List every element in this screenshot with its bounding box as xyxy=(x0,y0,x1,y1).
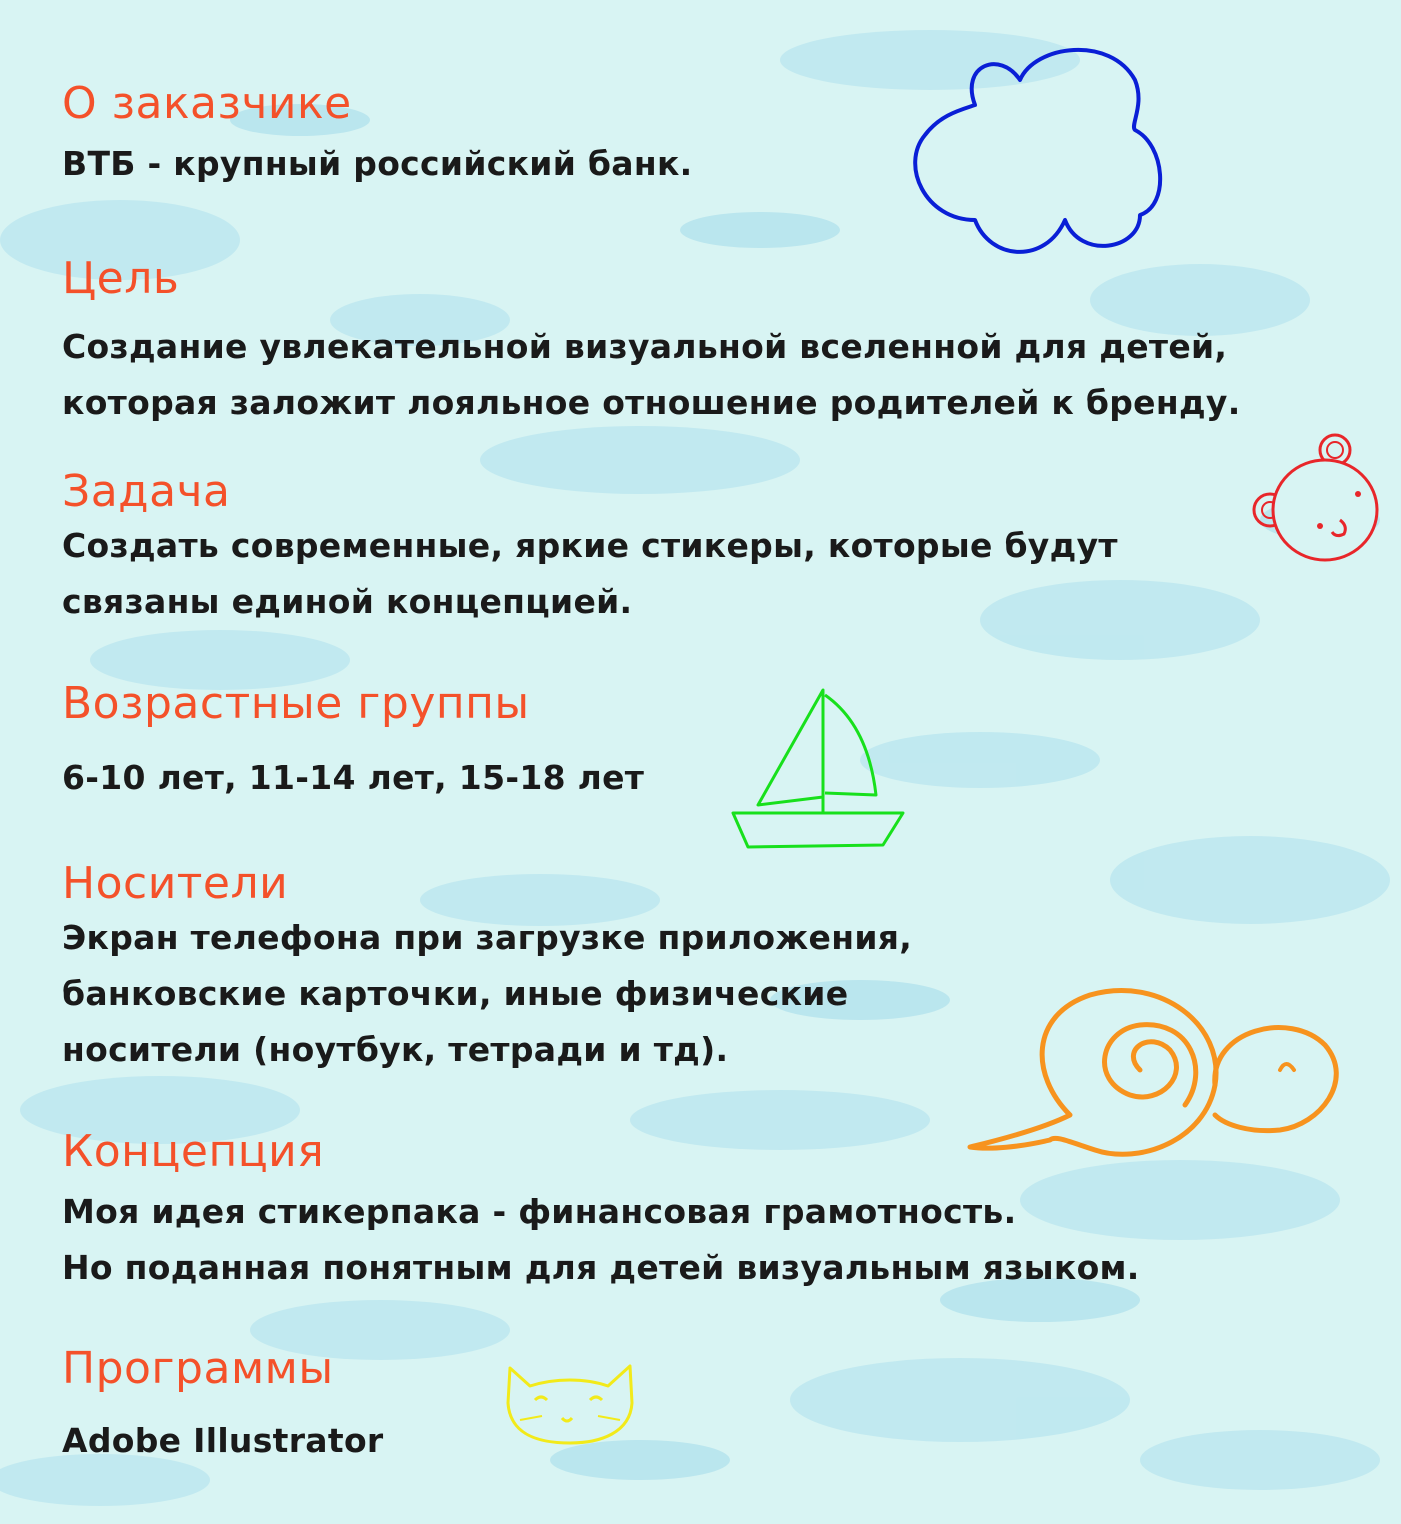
section-programs xyxy=(62,1345,384,1469)
section-concept xyxy=(62,1128,1140,1296)
section-text-line: 6-10 лет, 11-14 лет, 15-18 лет xyxy=(62,758,645,798)
section-text-line: банковские карточки, иные физические xyxy=(62,974,849,1014)
section-text-line: Adobe Illustrator xyxy=(62,1421,384,1461)
bear-face-icon xyxy=(1240,428,1385,568)
section-text-line: Но поданная понятным для детей визуальным языком. xyxy=(62,1248,1140,1288)
section-heading: Концепция xyxy=(62,1126,325,1177)
section-text-line: носители (ноутбук, тетради и тд). xyxy=(62,1030,729,1070)
section-customer xyxy=(62,80,692,192)
section-text-line: ВТБ - крупный российский банк. xyxy=(62,144,693,184)
sailboat-icon xyxy=(728,685,913,855)
section-heading: Носители xyxy=(62,858,289,909)
section-text-line: Создать современные, яркие стикеры, которые будут xyxy=(62,526,1118,566)
section-heading: О заказчике xyxy=(62,78,352,129)
section-age-groups xyxy=(62,680,644,806)
section-text-line: Моя идея стикерпака - финансовая грамотность. xyxy=(62,1192,1017,1232)
section-task xyxy=(62,468,1118,630)
section-heading: Возрастные группы xyxy=(62,678,530,729)
cat-face-icon xyxy=(500,1358,640,1448)
cloud-icon xyxy=(905,35,1170,260)
section-heading: Цель xyxy=(62,253,180,304)
section-goal xyxy=(62,255,1241,431)
section-heading: Задача xyxy=(62,466,231,517)
section-media xyxy=(62,860,912,1078)
section-text-line: которая заложит лояльное отношение родителей к бренду. xyxy=(62,383,1241,423)
section-text-line: Экран телефона при загрузке приложения, xyxy=(62,918,913,958)
section-heading: Программы xyxy=(62,1343,334,1394)
section-text-line: связаны единой концепцией. xyxy=(62,582,633,622)
section-text-line: Создание увлекательной визуальной вселенной для детей, xyxy=(62,327,1228,367)
